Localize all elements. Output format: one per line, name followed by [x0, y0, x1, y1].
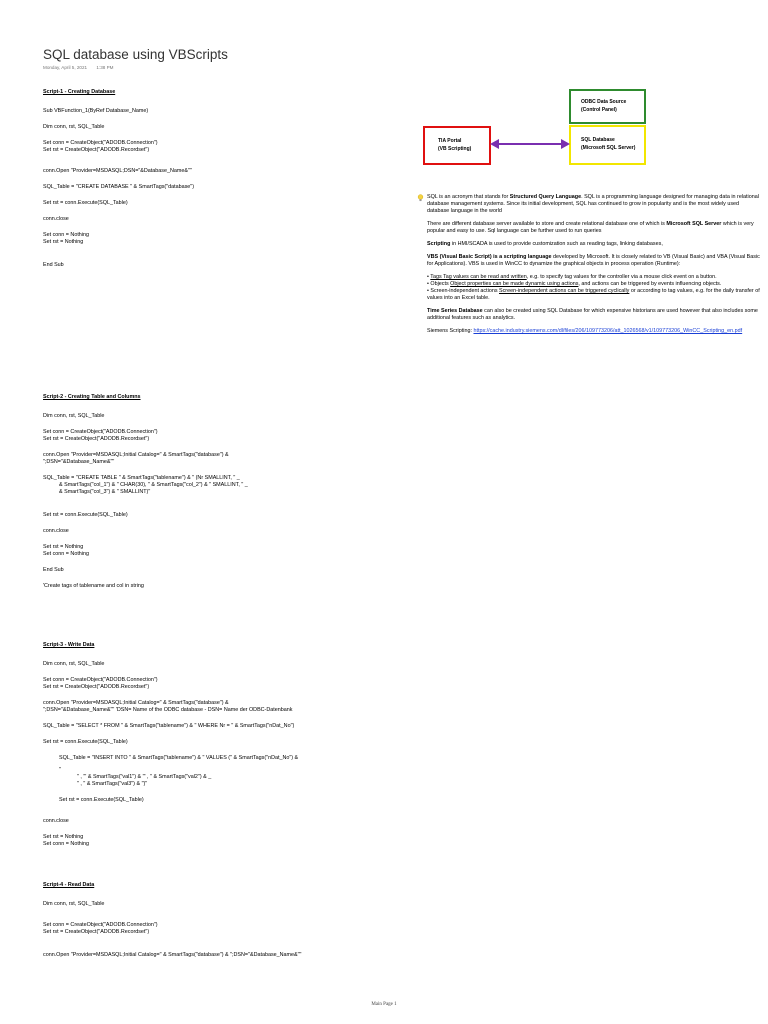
code-line: & SmartTags("col_3") & " SMALLINT)": [59, 489, 151, 496]
code-line: " , " & SmartTags("val3") & ")": [77, 781, 148, 788]
sql-box-title: SQL Database: [581, 137, 615, 143]
odbc-box-subtitle: (Control Panel): [581, 106, 617, 113]
code-line: Set rst = CreateObject("ADODB.Recordset"): [43, 929, 150, 936]
script-1-block: [43, 89, 383, 269]
code-line: conn.Open "Provider=MSDASQL;Initial Catalog=" & SmartTags("database") & ";DSN="&Database_Name&"": [43, 952, 302, 959]
code-line: End Sub: [43, 262, 64, 269]
page-title: SQL database using VBScripts: [43, 47, 228, 62]
script-3-block: [43, 642, 383, 848]
page-timestamp: [43, 65, 113, 71]
note-paragraph: SQL is an acronym that stands for Structured Query Language. SQL is a programming language designed for managing data in relational database management systems. Since its initial development, SQL has continued to grow in popularity and is the most widely used database language in the world: [427, 194, 759, 215]
page-date: Monday, April 5, 2021: [43, 65, 88, 70]
tia-box-subtitle: (VB Scripting): [438, 145, 472, 152]
note-paragraph: Siemens Scripting: https://cache.industry.siemens.com/dl/files/206/109773206/att_1026568/v1/109773206_WinCC_Scripting_en.pdf: [427, 328, 743, 335]
sql-box-subtitle: (Microsoft SQL Server): [581, 144, 636, 151]
code-line: SQL_Table = "SELECT * FROM " & SmartTags("tablename") & " WHERE Nr = " & SmartTags("nDat_No"): [43, 723, 295, 730]
tia-portal-box: [423, 126, 491, 165]
code-line: Set conn = Nothing: [43, 232, 90, 239]
code-line: & SmartTags("col_1") & " CHAR(30), " & SmartTags("col_2") & " SMALLINT, " _: [59, 482, 248, 489]
script-4-heading: Script-4 - Read Data: [43, 882, 95, 888]
tia-box-title: TIA Portal: [438, 138, 462, 144]
sql-database-box: [569, 125, 646, 165]
code-line: Set rst = conn.Execute(SQL_Table): [59, 797, 144, 804]
script-3-heading: Script-3 - Write Data: [43, 642, 95, 648]
code-line: Set conn = Nothing: [43, 551, 90, 558]
script-1-heading: Script-1 - Creating Database: [43, 89, 116, 95]
code-line: Set conn = CreateObject("ADODB.Connection"): [43, 140, 158, 147]
code-line: Sub VBFunction_1(ByRef Database_Name): [43, 108, 149, 115]
code-line: Set rst = Nothing: [43, 239, 84, 246]
page-footer: Main Page 1: [371, 1002, 397, 1007]
code-line: SQL_Table = "CREATE TABLE " & SmartTags("tablename") & " (Nr SMALLINT, " _: [43, 475, 240, 482]
code-line: conn.Open "Provider=MSDASQL;Initial Catalog=" & SmartTags("database") &: [43, 700, 229, 707]
lightbulb-icon: [417, 194, 424, 202]
code-line: Set conn = Nothing: [43, 841, 90, 848]
code-line: " , '" & SmartTags("val1") & "' , " & SmartTags("val2") & _: [77, 774, 212, 781]
note-paragraph: Time Series Database can also be created using SQL Database for which expensive historians are used however that also includes some additional features such as analytics.: [427, 308, 758, 322]
bidirectional-arrow-icon: [490, 137, 570, 151]
code-line: Set conn = CreateObject("ADODB.Connection"): [43, 922, 158, 929]
script-2-heading: Script-2 - Creating Table and Columns: [43, 394, 141, 400]
script-4-block: [43, 882, 383, 959]
code-line: Dim conn, rst, SQL_Table: [43, 661, 105, 668]
script-2-block: [43, 394, 383, 590]
code-line: Set rst = CreateObject("ADODB.Recordset"): [43, 147, 150, 154]
code-line: Set conn = CreateObject("ADODB.Connection"): [43, 429, 158, 436]
code-line: Set rst = CreateObject("ADODB.Recordset"): [43, 684, 150, 691]
code-line: conn.close: [43, 216, 69, 223]
code-line: SQL_Table = "INSERT INTO " & SmartTags("tablename") & " VALUES (" & SmartTags("nDat_No") &: [59, 755, 299, 762]
code-line: Dim conn, rst, SQL_Table: [43, 901, 105, 908]
code-line: Dim conn, rst, SQL_Table: [43, 124, 105, 131]
code-line: conn.close: [43, 528, 69, 535]
siemens-scripting-link[interactable]: https://cache.industry.siemens.com/dl/files/206/109773206/att_1026568/v1/109773206_WinCC_Scripting_en.pdf: [473, 328, 743, 335]
page-time: 1:38 PM: [96, 65, 114, 70]
code-line: End Sub: [43, 567, 64, 574]
code-line: 'Create tags of tablename and col in string: [43, 583, 144, 590]
code-line: conn.close: [43, 818, 69, 825]
code-line: ";DSN="&Database_Name&"" 'DSN= Name of the ODBC database - DSN= Name der ODBC-Datenbank: [43, 707, 293, 714]
note-paragraph: Scripting in HMI/SCADA is used to provide customization such as reading tags, linking databases,: [427, 241, 663, 248]
code-line: conn.Open "Provider=MSDASQL;Initial Catalog=" & SmartTags("database") &: [43, 452, 229, 459]
code-line: Set rst = conn.Execute(SQL_Table): [43, 739, 128, 746]
code-line: Set rst = Nothing: [43, 544, 84, 551]
code-line: Dim conn, rst, SQL_Table: [43, 413, 105, 420]
code-line: ": [59, 767, 61, 774]
code-line: Set conn = CreateObject("ADODB.Connection"): [43, 677, 158, 684]
code-line: conn.Open "Provider=MSDASQL;DSN="&Database_Name&"": [43, 168, 192, 175]
code-line: Set rst = conn.Execute(SQL_Table): [43, 512, 128, 519]
code-line: SQL_Table = "CREATE DATABASE " & SmartTags("database"): [43, 184, 195, 191]
note-paragraph: There are different database server available to store and create relational database one of which is Microsoft SQL Server which is very popular and easy to use. Sql language can be further used to run queries: [427, 221, 754, 235]
odbc-box-title: ODBC Data Source: [581, 99, 627, 105]
notes-section: [427, 194, 762, 341]
bullet-list: • Tags Tag values can be read and written, e.g. to specify tag values for the controller via a mouse click event on a button. • Objects Object properties can be made dynamic using actions, and actions can be triggered by events influencing objects. • Screen-independent actions Screen-independent actions can be triggered cyclically or according to tag values, e.g. for the daily transfer of values into an Excel table.: [427, 274, 760, 302]
odbc-data-source-box: [569, 89, 646, 124]
code-line: Set rst = Nothing: [43, 834, 84, 841]
note-paragraph: VBS (Visual Basic Script) is a scripting language developed by Microsoft. It is closely related to VB (Visual Basic) and VBA (Visual Basic for Applications). VBS is used in WinCC to dynamize the graphical objects in process operation (Runtime):: [427, 254, 760, 268]
code-line: Set rst = CreateObject("ADODB.Recordset"): [43, 436, 150, 443]
code-line: ";DSN="&Database_Name&"": [43, 459, 115, 466]
code-line: Set rst = conn.Execute(SQL_Table): [43, 200, 128, 207]
